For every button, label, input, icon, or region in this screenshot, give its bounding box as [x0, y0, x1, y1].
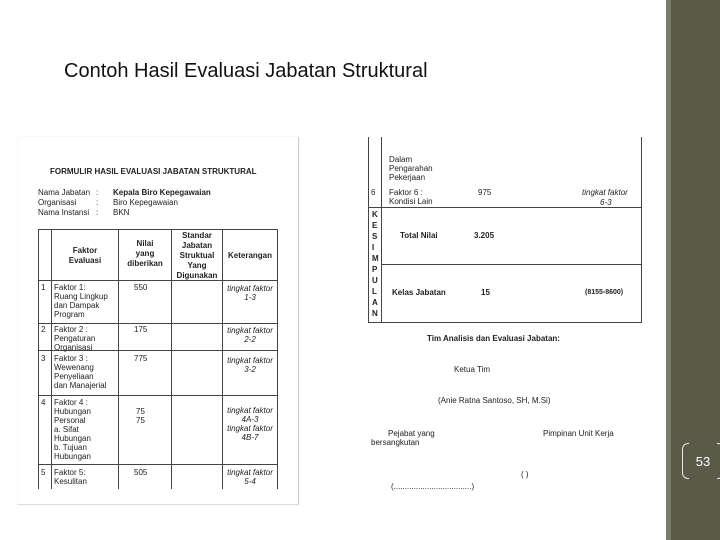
row6-keterangan: tingkat faktor	[582, 188, 628, 197]
row-nilai: 75	[136, 416, 145, 425]
kesimpulan-letter: M	[372, 254, 379, 263]
kesimpulan-letter: E	[372, 221, 378, 230]
row-faktor: dan Manajerial	[54, 381, 107, 390]
info-sep: :	[96, 188, 99, 197]
table-line	[368, 322, 642, 323]
row-faktor: dan Dampak	[54, 301, 100, 310]
row-nilai: 775	[134, 354, 148, 363]
row-faktor: Organisasi	[54, 343, 93, 352]
slide-title: Contoh Hasil Evaluasi Jabatan Struktural	[64, 60, 428, 82]
header-nilai: yang	[135, 249, 155, 258]
kelas-label: Kelas Jabatan	[392, 288, 446, 297]
row-faktor: Hubungan	[54, 452, 91, 461]
table-line	[368, 207, 642, 208]
info-value: BKN	[113, 208, 130, 217]
row-keterangan: tingkat faktor	[227, 424, 273, 433]
table-line	[381, 264, 642, 265]
kesimpulan-letter: S	[372, 232, 378, 241]
row-faktor: Faktor 2 :	[54, 325, 88, 334]
kesimpulan-letter: I	[372, 243, 375, 252]
row-faktor: Wewenang	[54, 363, 94, 372]
table-line	[368, 137, 369, 322]
signature-left: (...................................)	[391, 482, 475, 491]
row-faktor: Faktor 1:	[54, 283, 86, 292]
table-line	[381, 137, 382, 322]
total-value: 3.205	[474, 231, 495, 240]
header-nilai: Nilai	[136, 239, 154, 248]
row-nilai: 550	[134, 283, 148, 292]
row-faktor: Hubungan	[54, 434, 91, 443]
header-standar: Standar	[182, 231, 212, 240]
row-keterangan: 5-4	[244, 477, 256, 486]
row-keterangan: tingkat faktor	[227, 326, 273, 335]
header-faktor: Evaluasi	[68, 256, 102, 265]
row6-nilai: 975	[478, 188, 492, 197]
pejabat-label: Pejabat yang	[388, 429, 435, 438]
row-faktor: Personal	[54, 416, 86, 425]
row-keterangan: 2-2	[244, 335, 256, 344]
row-keterangan: 1-3	[244, 293, 256, 302]
row-faktor: a. Sifat	[54, 425, 79, 434]
row-faktor: b. Tujuan	[54, 443, 87, 452]
kesimpulan-letter: U	[372, 276, 378, 285]
row-faktor: Faktor 3 :	[54, 354, 88, 363]
total-label: Total Nilai	[400, 231, 438, 240]
row-no: 3	[41, 354, 46, 363]
kelas-value: 15	[481, 288, 490, 297]
table-line	[38, 323, 277, 324]
row-faktor: Faktor 4 :	[54, 398, 88, 407]
table-line	[118, 229, 119, 489]
table-line	[641, 137, 642, 322]
info-sep: :	[96, 198, 99, 207]
row-keterangan: tingkat faktor	[227, 406, 273, 415]
info-sep: :	[96, 208, 99, 217]
table-line	[51, 229, 52, 489]
header-nilai: diberikan	[127, 259, 163, 268]
kesimpulan-letter: L	[372, 287, 377, 296]
row-keterangan: tingkat faktor	[227, 356, 273, 365]
tim-heading: Tim Analisis dan Evaluasi Jabatan:	[427, 334, 560, 343]
row6-line: Dalam	[389, 155, 413, 164]
row-faktor: Pengaturan	[54, 334, 96, 343]
header-standar: Struktual	[179, 251, 215, 260]
kesimpulan-letter: A	[372, 298, 378, 307]
header-standar: Yang	[187, 261, 207, 270]
row-keterangan: 4B-7	[241, 433, 259, 442]
ketua-name: (Anie Ratna Santoso, SH, M.Si)	[438, 396, 551, 405]
signature-right: ( )	[521, 470, 529, 479]
table-line	[38, 229, 39, 489]
ketua-label: Ketua Tim	[454, 365, 491, 374]
kesimpulan-letter: P	[372, 265, 378, 274]
row-faktor: Penyeliaan	[54, 372, 94, 381]
row-no: 2	[41, 325, 46, 334]
table-line	[38, 464, 277, 465]
row-faktor: Hubungan	[54, 407, 91, 416]
header-faktor: Faktor	[72, 246, 98, 255]
row-keterangan: 4A-3	[241, 415, 259, 424]
header-standar: Digunakan	[176, 271, 218, 280]
row-faktor: Kesulitan	[54, 477, 87, 486]
row-keterangan: 3-2	[244, 365, 256, 374]
row-no: 1	[41, 283, 46, 292]
row6-line: Kondisi Lain	[389, 197, 433, 206]
row6-line: Pengarahan	[389, 164, 433, 173]
page-number: 53	[688, 443, 718, 479]
kesimpulan-letter: N	[372, 309, 378, 318]
table-line	[38, 229, 277, 230]
table-line	[38, 280, 277, 281]
row-nilai: 505	[134, 468, 148, 477]
pejabat-label: bersangkutan	[371, 438, 420, 447]
row-faktor: Program	[54, 310, 85, 319]
row6-keterangan: 6-3	[600, 198, 612, 207]
row-no: 5	[41, 468, 46, 477]
row-nilai: 75	[136, 407, 145, 416]
kelas-range: (8155-8600)	[585, 289, 624, 296]
table-line	[277, 229, 278, 489]
row-keterangan: tingkat faktor	[227, 468, 273, 477]
kesimpulan-letter: K	[372, 210, 378, 219]
row-faktor: Ruang Lingkup	[54, 292, 108, 301]
row-faktor: Faktor 5:	[54, 468, 86, 477]
header-keterangan: Keterangan	[227, 251, 272, 260]
info-value: Biro Kepegawaian	[113, 198, 178, 207]
row6-line: Pekerjaan	[389, 173, 426, 182]
form-right-page	[368, 137, 652, 504]
row6-no: 6	[371, 188, 376, 197]
pimpinan-label: Pimpinan Unit Kerja	[543, 429, 614, 438]
side-bar-edge	[666, 0, 671, 540]
info-value: Kepala Biro Kepegawaian	[113, 188, 211, 197]
table-line	[38, 395, 277, 396]
row6-line: Faktor 6 :	[389, 188, 423, 197]
row-nilai: 175	[134, 325, 148, 334]
form-heading: FORMULIR HASIL EVALUASI JABATAN STRUKTURAL	[50, 167, 257, 176]
row-keterangan: tingkat faktor	[227, 284, 273, 293]
info-label: Nama Instansi	[38, 208, 90, 217]
info-label: Nama Jabatan	[38, 188, 91, 197]
header-standar: Jabatan	[181, 241, 213, 250]
form-left-page	[18, 137, 299, 505]
info-label: Organisasi	[38, 198, 77, 207]
row-no: 4	[41, 398, 46, 407]
